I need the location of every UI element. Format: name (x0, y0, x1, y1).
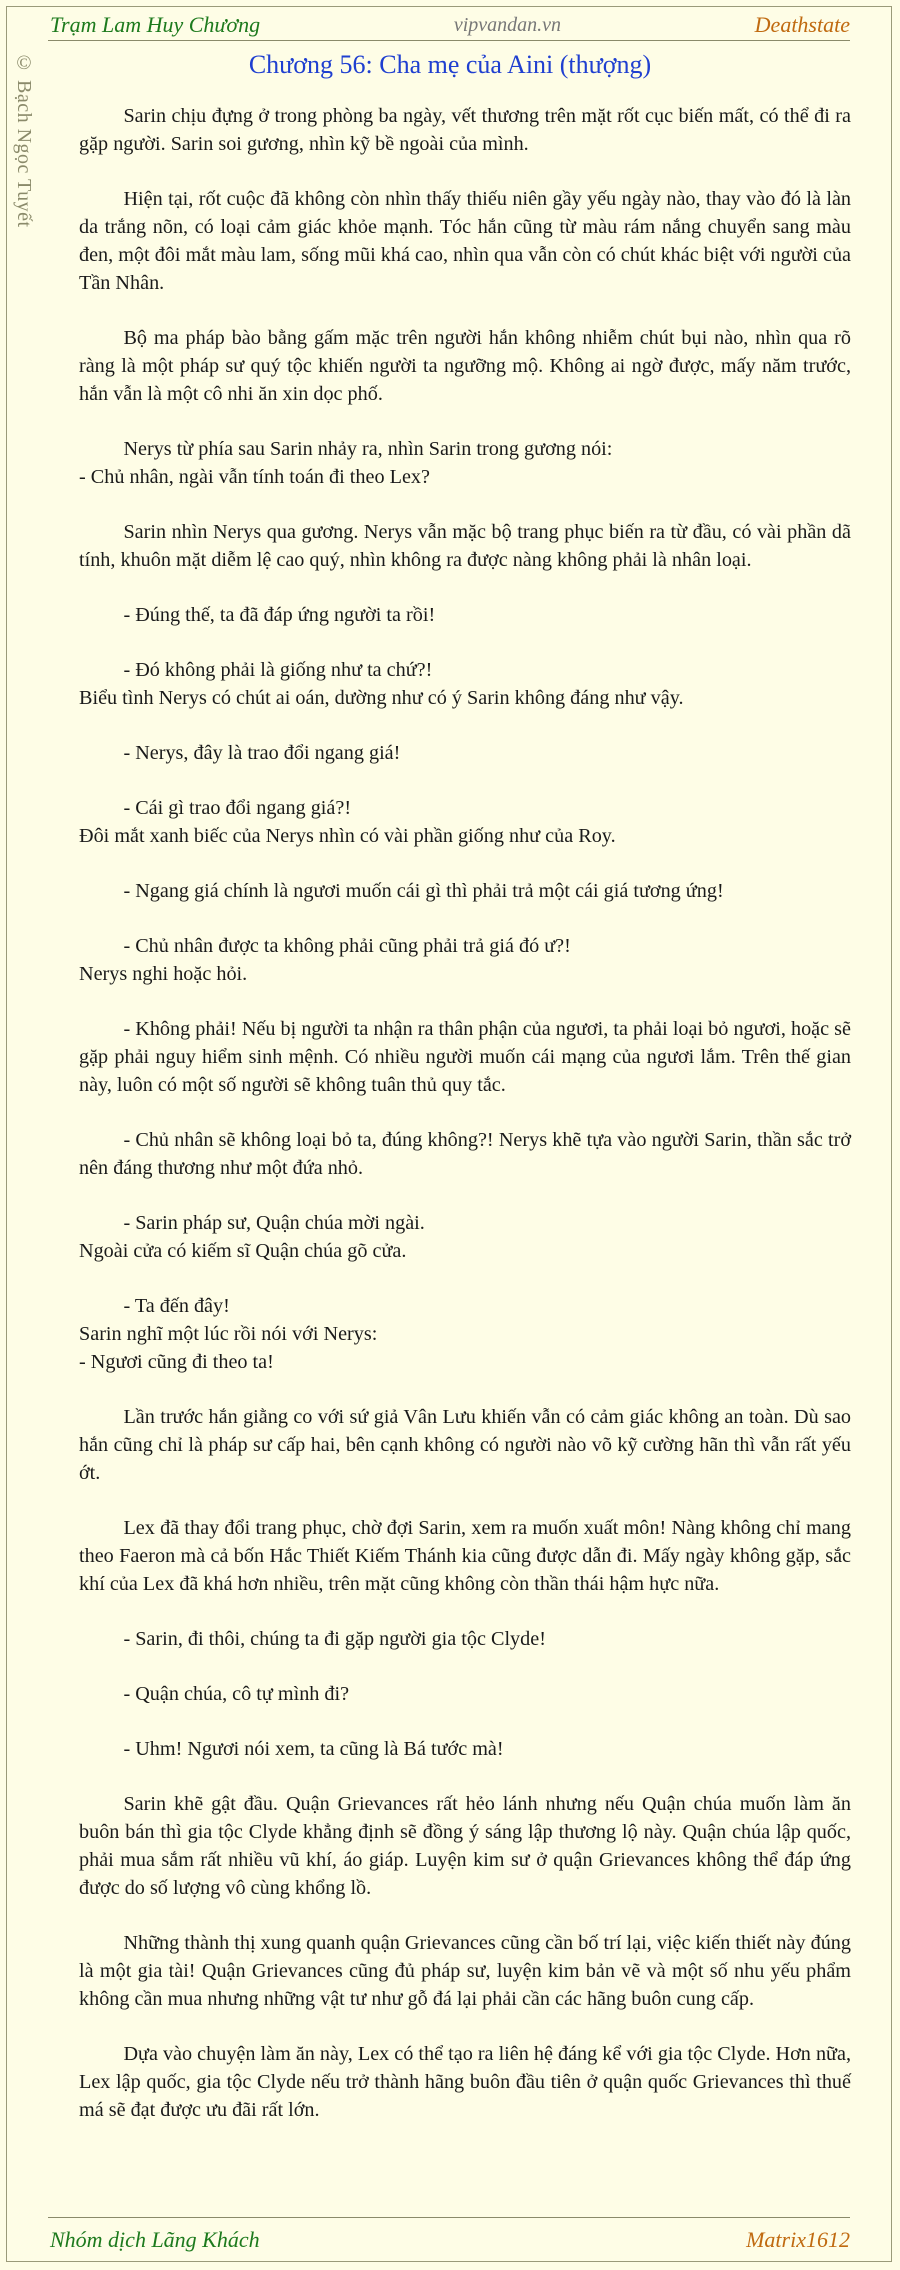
paragraph (79, 1209, 851, 1265)
paragraph (79, 185, 851, 297)
paragraph-line: Đôi mắt xanh biếc của Nerys nhìn có vài phần giống như của Roy. (79, 825, 616, 847)
paragraph-line: Bộ ma pháp bào bằng gấm mặc trên người hắn không nhiễm chút bụi nào, nhìn qua rõ ràng là một pháp sư quý tộc khiến người ta ngưỡng mộ. Không ai ngờ được, mấy năm trước, hắn vẫn là một cô nhi ăn xin dọc phố. (79, 327, 851, 405)
paragraph-line: - Không phải! Nếu bị người ta nhận ra thân phận của ngươi, ta phải loại bỏ ngươi, hoặc sẽ gặp phải nguy hiểm sinh mệnh. Có nhiều người muốn cái mạng của ngươi lắm. Trên thế gian này, luôn có một số người sẽ không tuân thủ quy tắc. (79, 1018, 851, 1096)
paragraph-line: Sarin khẽ gật đầu. Quận Grievances rất hẻo lánh nhưng nếu Quận chúa muốn làm ăn buôn bán thì gia tộc Clyde khẳng định sẽ đồng ý sáng lập thương lộ này. Quận chúa lập quốc, phải mua sắm rất nhiều vũ khí, áo giáp. Luyện kim sư ở quận Grievances không thể đáp ứng được do số lượng vô cùng khổng lồ. (79, 1793, 851, 1899)
side-credit: © Bạch Ngọc Tuyết (13, 52, 35, 228)
paragraph (79, 794, 851, 850)
paragraph (79, 324, 851, 408)
paragraph-line: - Ngang giá chính là ngươi muốn cái gì thì phải trả một cái giá tương ứng! (123, 880, 724, 902)
paragraph (79, 1680, 851, 1708)
paragraph-line: - Cái gì trao đổi ngang giá?! (123, 797, 352, 819)
chapter-title: Chương 56: Cha mẹ của Aini (thượng) (248, 50, 652, 79)
paragraph (79, 1735, 851, 1763)
paragraph (79, 1403, 851, 1487)
paragraph-line: - Chủ nhân sẽ không loại bỏ ta, đúng không?! Nerys khẽ tựa vào người Sarin, thần sắc trở nên đáng thương như một đứa nhỏ. (79, 1129, 851, 1179)
paragraph (79, 932, 851, 988)
paragraph-line: Những thành thị xung quanh quận Grievances cũng cần bố trí lại, việc kiến thiết này đúng là một gia tài! Quận Grievances cũng đủ pháp sư, luyện kim bản vẽ và một số nhu yếu phẩm không cần mua nhưng những vật tư như gỗ đá lại phải cần các hãng buôn cung cấp. (79, 1932, 851, 2010)
paragraph-line: Hiện tại, rốt cuộc đã không còn nhìn thấy thiếu niên gầy yếu ngày nào, thay vào đó là làn da trắng nõn, có loại cảm giác khỏe mạnh. Tóc hắn cũng từ màu rám nắng chuyển sang màu đen, một đôi mắt màu lam, sống mũi khá cao, nhìn qua vẫn còn có chút khác biệt với người của Tần Nhân. (79, 188, 851, 294)
paragraph (79, 2040, 851, 2124)
paragraph-line: - Nerys, đây là trao đổi ngang giá! (123, 742, 401, 764)
paragraph (79, 1514, 851, 1598)
paragraph (79, 1015, 851, 1099)
paragraph (79, 601, 851, 629)
paragraph (79, 1790, 851, 1902)
paragraph (79, 1929, 851, 2013)
chapter-content (79, 102, 851, 2151)
paragraph (79, 1292, 851, 1376)
paragraph (79, 877, 851, 905)
paragraph-line: - Đó không phải là giống như ta chứ?! (123, 659, 433, 681)
paragraph-line: - Chủ nhân được ta không phải cũng phải trả giá đó ư?! (123, 935, 571, 957)
footer-divider (48, 2217, 850, 2218)
paragraph-line: Lex đã thay đổi trang phục, chờ đợi Sarin, xem ra muốn xuất môn! Nàng không chỉ mang theo Faeron mà cả bốn Hắc Thiết Kiếm Thánh kia cũng được dẫn đi. Mấy ngày không gặp, sắc khí của Lex đã khá hơn nhiều, trên mặt cũng không còn thần thái hậm hực nữa. (79, 1517, 851, 1595)
paragraph-line: - Ta đến đây! (123, 1295, 230, 1317)
header-divider (48, 40, 850, 41)
page-footer (50, 2225, 850, 2255)
paragraph-line: - Ngươi cũng đi theo ta! (79, 1351, 274, 1373)
paragraph-line: - Uhm! Ngươi nói xem, ta cũng là Bá tước mà! (123, 1738, 504, 1760)
paragraph-line: Dựa vào chuyện làm ăn này, Lex có thể tạo ra liên hệ đáng kể với gia tộc Clyde. Hơn nữa, Lex lập quốc, gia tộc Clyde nếu trở thành hãng buôn đầu tiên ở quận quốc Grievances thì thuế má sẽ đạt được ưu đãi rất lớn. (79, 2043, 851, 2121)
paragraph-line: - Quận chúa, cô tự mình đi? (123, 1683, 350, 1705)
paragraph-line: Ngoài cửa có kiếm sĩ Quận chúa gõ cửa. (79, 1240, 407, 1262)
paragraph-line: - Sarin, đi thôi, chúng ta đi gặp người gia tộc Clyde! (123, 1628, 546, 1650)
paragraph (79, 739, 851, 767)
paragraph-line: Nerys từ phía sau Sarin nhảy ra, nhìn Sarin trong gương nói: (123, 438, 613, 460)
header-website: vipvandan.vn (453, 13, 562, 36)
header-book-title: Deathstate (754, 12, 850, 37)
paragraph-line: Lần trước hắn giằng co với sứ giả Vân Lưu khiến vẫn có cảm giác không an toàn. Dù sao hắn cũng chỉ là pháp sư cấp hai, bên cạnh không có người nào võ kỹ cường hãn thì vẫn rất yếu ớt. (79, 1406, 851, 1484)
paragraph-line: Sarin nghĩ một lúc rồi nói với Nerys: (79, 1323, 378, 1345)
footer-editor: Matrix1612 (746, 2227, 850, 2252)
paragraph-line: - Sarin pháp sư, Quận chúa mời ngài. (123, 1212, 425, 1234)
paragraph-line: Sarin chịu đựng ở trong phòng ba ngày, vết thương trên mặt rốt cục biến mất, có thể đi ra gặp người. Sarin soi gương, nhìn kỹ bề ngoài của mình. (79, 105, 851, 155)
paragraph (79, 1625, 851, 1653)
paragraph (79, 518, 851, 574)
paragraph-line: Biểu tình Nerys có chút ai oán, dường như có ý Sarin không đáng như vậy. (79, 687, 684, 709)
paragraph (79, 435, 851, 491)
paragraph-line: - Chủ nhân, ngài vẫn tính toán đi theo Lex? (79, 466, 430, 488)
paragraph (79, 1126, 851, 1182)
page-header (50, 10, 850, 40)
paragraph (79, 656, 851, 712)
paragraph-line: Nerys nghi hoặc hỏi. (79, 963, 248, 985)
paragraph-line: Sarin nhìn Nerys qua gương. Nerys vẫn mặc bộ trang phục biến ra từ đầu, có vài phần dã tính, khuôn mặt diễm lệ cao quý, nhìn không ra được nàng không phải là nhân loại. (79, 521, 851, 571)
header-site-title: Trạm Lam Huy Chương (50, 12, 261, 37)
paragraph-line: - Đúng thế, ta đã đáp ứng người ta rồi! (123, 604, 436, 626)
paragraph (79, 102, 851, 158)
footer-translator-group: Nhóm dịch Lãng Khách (50, 2227, 260, 2252)
